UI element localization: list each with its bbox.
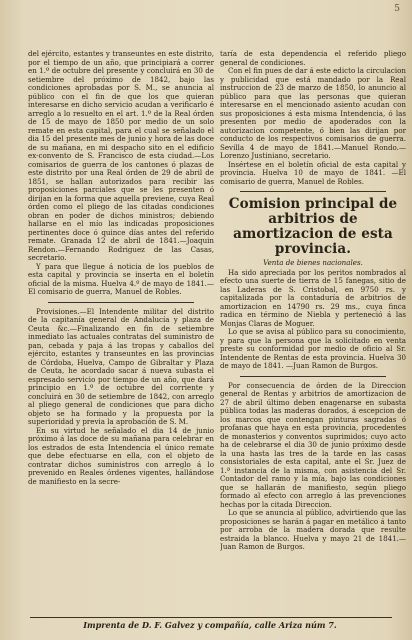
section-divider <box>240 376 386 377</box>
paragraph: Con el fin pues de dar á este edicto la circulacion y publicidad que está mandado por la Real instruccion de 23 de marzo de 1850, lo anuncio al público para que las personas que quieran interesarse en el mencionado asiento acudan con sus proposiciones á esta misma Intendencia, ó las presenten por medio de apoderados con la autorizacion competente, ó bien las dirijan por conducto de los respectivos comisarios de guerra. Sevilla 4 de mayo de 1841.—Manuel Rondo.—Lorenzo Justiniano, secretario. <box>220 66 406 160</box>
section-heading: Comision principal de arbitrios de amortizacion de esta provincia. <box>228 196 398 257</box>
paragraph: Lo que se anuncia al público, advirtiendo que las proposiciones se harán á pagar en metálico á tanto por arroba de la madera dorada que resulte estraida la blanco. Huelva y mayo 21 de 1841.—Juan Ramon de Burgos. <box>220 508 406 551</box>
section-divider <box>48 302 194 303</box>
paragraph: Provisiones.—El Intendente militar del distrito de la capitanía general de Andalucía y plaza de Ceuta &c.—Finalizando en fin de setiembre inmediato las actuales contratas del suministro de pan, cebada y paja á las tropas y caballos del ejército, estantes y transeuntes en las provincias de Córdoba, Huelva, Campo de Gibraltar y Plaza de Ceuta, he acordado sacar á nueva subasta el espresado servicio por tiempo de un año, que dará principio en 1.º de octubre del corriente y concluirá en 30 de setiembre de 1842, con arreglo al pliego general de condiciones que para dicho objeto se ha formado y la propuesta por la superioridad y previa la aprobación de S. M. <box>28 306 214 426</box>
paragraph: Lo que se avisa al público para su conocimiento, y para que la persona que la solicitado en venta preste su conformidad por medio de oficio al Sr. Intendente de Rentas de esta provincia. Huelva 30 de mayo de 1841. —Juan Ramon de Burgos. <box>220 327 406 370</box>
paragraph: Insértese en el boletín oficial de esta capital y provincia. Huelva 10 de mayo de 1841. —El comisario de guerra, Manuel de Robles. <box>220 159 406 186</box>
imprint-divider <box>30 617 392 618</box>
section-divider <box>240 191 386 192</box>
page-number: 5 <box>394 4 400 14</box>
left-column <box>28 50 214 620</box>
printer-imprint: Imprenta de D. F. Galvez y compañía, calle Ariza núm 7. <box>83 620 337 630</box>
paragraph: Por consecuencia de órden de la Direccion general de Rentas y arbitrios de amortizacion de 27 de abril último deben enagenarse en subasta pública todas las maderas dorados, á escepcion de los marcos que contengan pinturas sagradas ó profanas que haya en esta provincia, procedentes de monasterios y conventos suprimidos; cuyo acto ha de celebrarse el dia 30 de junio próximo desde la una hasta las tres de la tarde en las casas consistoriales de esta capital, ante el Sr. Juez de 1.ª instancia de la misma, con asistencia del Sr. Contador del ramo y la mía, bajo las condiciones que se hallarán de manifiesto, según pliego formado al efecto con arreglo á las prevenciones hechas por la citada Direccion. <box>220 380 406 509</box>
right-column <box>220 50 406 620</box>
section-title: Venta de bienes nacionales. <box>263 258 363 267</box>
paragraph: En su virtud he señalado el dia 14 de junio próximo á las doce de su mañana para celebrar en los estrados de esta Intendencia el único remate que debe efectuarse en ella, con el objeto de contratar dichos suministros con arreglo á lo prevenido en Reales órdenes vigentes, hallándose de manifiesto en la secre- <box>28 425 214 486</box>
paragraph: Y para que llegue á noticia de los pueblos de esta capital y provincia se inserta en el boletín oficial de la misma. Huelva 4.º de mayo de 1841.—El comisario de guerra, Manuel de Robles. <box>28 261 214 296</box>
paragraph: del ejército, estantes y transeuntes en este distrito, por el tiempo de un año, que principiará a correr en 1.º de octubre del presente y concluirá en 30 de setiembre del próximo de 1842, bajo las condiciones aprobadas por S. M., se anuncia al público con el fin de que los que quieran interesarse en dicho servicio acudan a verificarlo é arreglo a lo resuelto en el art. 1.º de la Real órden de 15 de mayo de 1850 por medio de un solo remate en esta capital, para el cual se señalado el dia 15 del presente mes de junio y hora de las doce de su mañana, en mi despacho sito en el edificio ex-convento de S. Francisco de esta ciudad.—Los comisarios de guerra de los cantones ó plazas de este distrito por una Real órden de 29 de abril de 1851, se hallan autorizados para recibir las proposiciones parciales que se les presenten ó dirijan en la forma que aquella previene, cuya Real órden como el pliego de las citadas condiciones obran en poder de dichos ministros; debiendo hallarse en el mío las indicadas proposiciones pertinentes doce ó quince días antes del referido remate. Granada 12 de abril de 1841.—Joaquin Rendon.—Fernando Rodriguez de las Casas, secretario. <box>28 50 214 262</box>
paragraph: taría de esta dependencia el referido pliego general de condiciones. <box>220 50 406 67</box>
paragraph: Ha sido apreciada por los peritos nombrados al efecto una suerte de tierra de 15 fanegas, sitio de las Laderas de S. Cristobal, en 9750 rs. y capitalizada por la contaduría de arbitrios de amortizacion en 14790 rs. 29 ms., cuya finca radica en término de Niebla y perteneció á las Monjas Claras de Moguer. <box>220 267 406 328</box>
